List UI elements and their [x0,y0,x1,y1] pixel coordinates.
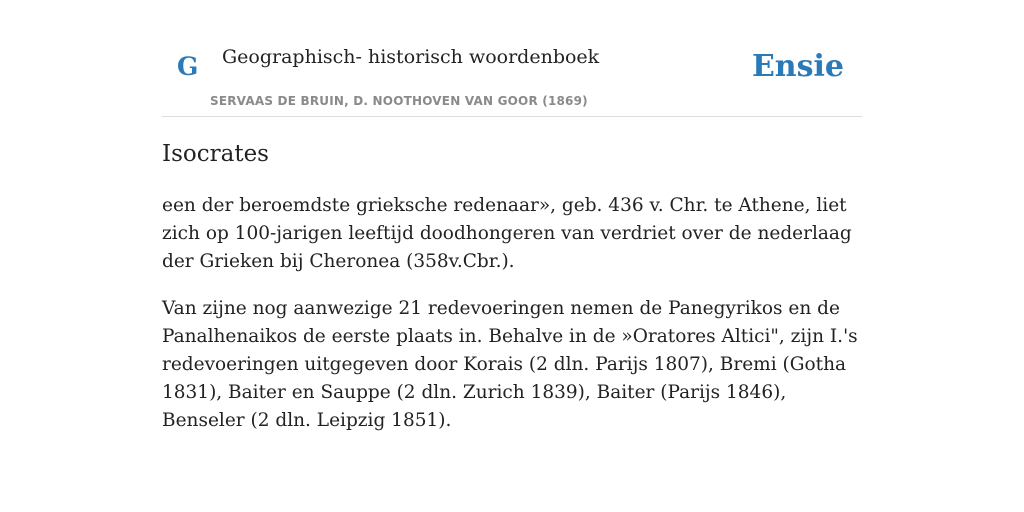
entry-paragraph: Van zijne nog aanwezige 21 redevoeringen nemen de Panegyrikos en de Panalhenaikos de eerste plaats in. Behalve in de »Oratores Altici", zijn I.'s redevoeringen uitgegeven door Korais (2 dln. Parijs 1807), Bremi (Gotha 1831), Baiter en Sauppe (2 dln. Zurich 1839), Baiter (Parijs 1846), Benseler (2 dln. Leipzig 1851). [162,298,858,431]
book-title-link[interactable]: Geographisch- historisch woordenboek [222,46,600,68]
entry-body [162,192,862,454]
book-header [162,0,862,117]
book-initial-badge[interactable]: G [177,52,199,81]
book-author: SERVAAS DE BRUIN, D. NOOTHOVEN VAN GOOR (1869) [210,94,588,108]
entry-paragraph: een der beroemdste grieksche redenaar», geb. 436 v. Chr. te Athene, liet zich op 100-jarigen leeftijd doodhongeren van verdriet over de nederlaag der Grieken bij Cheronea (358v.Cbr.). [162,195,852,272]
entry-title: Isocrates [162,141,269,167]
ensie-logo-link[interactable]: Ensie [751,49,844,84]
